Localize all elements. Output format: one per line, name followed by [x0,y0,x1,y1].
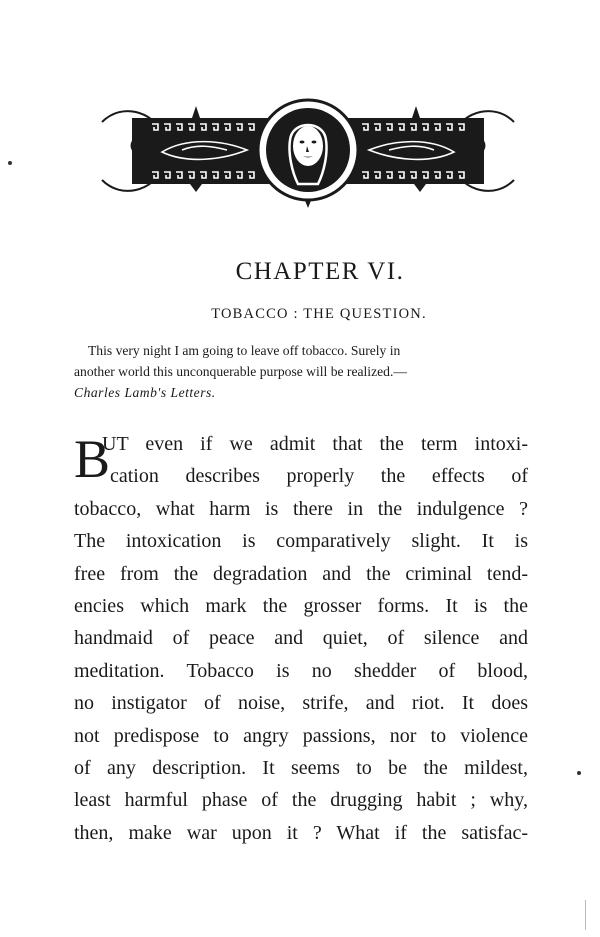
body-line: The intoxication is comparatively slight. It is [74,530,528,553]
epigraph [74,340,544,403]
chapter-title: TOBACCO : THE QUESTION. [211,306,427,322]
body-line: UT even if we admit that the term intoxi- [102,433,528,455]
body-line: free from the degradation and the criminal tend- [74,562,528,585]
drop-cap: B [74,429,111,489]
body-line: then, make war upon it ? What if the satisfac- [74,821,528,844]
epigraph-line: This very night I am going to leave off tobacco. Surely in [88,343,401,358]
epigraph-attribution: Charles Lamb's Letters. [74,385,216,400]
body-paragraph [74,428,528,849]
ornamental-headpiece-icon [92,92,524,210]
body-line: cation describes properly the effects of [110,465,528,488]
body-line: no instigator of noise, strife, and riot. It does [74,692,528,715]
margin-dot [577,771,581,775]
chapter-heading: CHAPTER VI. [235,258,405,285]
body-line: tobacco, what harm is there in the indulgence ? [74,497,528,520]
epigraph-line: another world this unconquerable purpose will be realized.— [74,364,407,379]
page-edge-mark [585,900,586,930]
body-line: of any description. It seems to be the mildest, [74,756,528,779]
body-line: encies which mark the grosser forms. It is the [74,594,528,617]
body-line: meditation. Tobacco is no shedder of blood, [74,659,528,682]
body-line: handmaid of peace and quiet, of silence and [74,627,528,650]
margin-dot [8,161,12,165]
body-line: least harmful phase of the drugging habit ; why, [74,789,528,812]
body-line: not predispose to angry passions, nor to violence [74,724,528,747]
